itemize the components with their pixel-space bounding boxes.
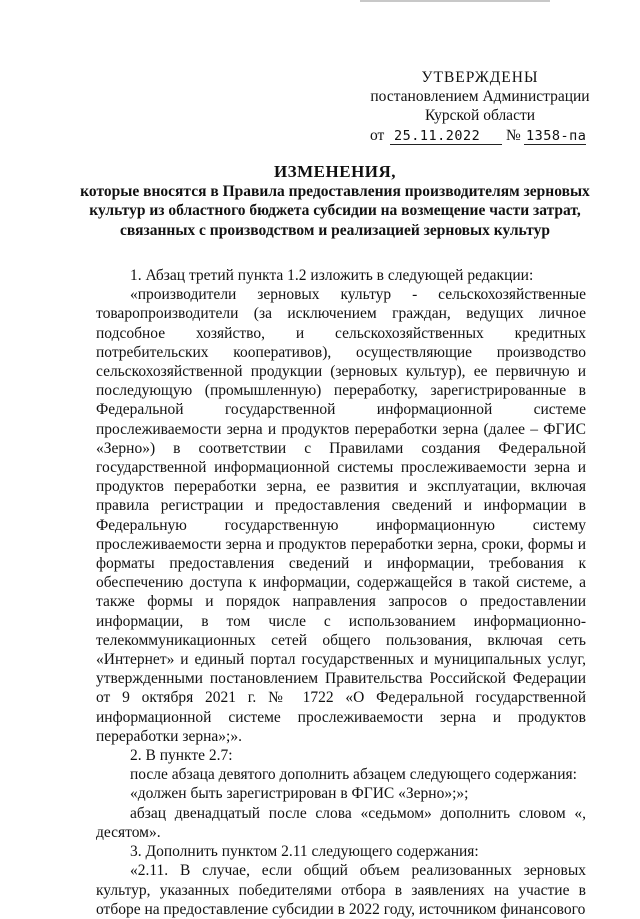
approval-region-line: Курской области: [424, 107, 536, 124]
approval-number: 1358-па: [526, 128, 587, 144]
date-prefix: от: [370, 127, 385, 144]
paragraph: абзац двенадцатый после слова «седьмом» дополнить словом «, десятом».: [96, 804, 586, 841]
paragraph: «2.11. В случае, если общий объем реализованных зерновых культур, указанных победителями отбора в заявлениях на участие в отборе на предоставление субсидии в 2022 году, источником финансового: [96, 862, 586, 918]
approval-date: 25.11.2022: [394, 128, 481, 144]
paragraph: 2. В пункте 2.7:: [130, 747, 233, 765]
document-title-block: [80, 162, 590, 240]
document-subtitle: которые вносятся в Правила предоставления производителям зерновых культур из областного бюджета субсидии на возмещение части затрат, связанных с производством и реализацией зерновых культур: [80, 182, 590, 239]
number-underline: [524, 144, 586, 145]
paragraph: «производители зерновых культур - сельскохозяйственные товаропроизводители (за исключением граждан, ведущих личное подсобное хозяйство, и сельскохозяйственных кредитных потребительских кооперативов), осуществляющие производство сельскохозяйственной продукции (зерновых культур), ее первичную и последующую (промышленную) переработку, зарегистрированные в Федеральной государственной информационной системе прослеживаемости зерна и продуктов переработки зерна (далее – ФГИС «Зерно») в соответствии с Правилами создания Федеральной государственной информационной системы прослеживаемости зерна и продуктов переработки зерна, ее развития и эксплуатации, включая правила регистрации и предоставления сведений и информации в Федеральную государственную информационную систему прослеживаемости зерна и продуктов переработки зерна, сроки, формы и форматы предоставления сведений и информации, требования к обеспечению доступа к информации, содержащейся в такой системе, а также формы и порядок направления запросов о предоставлении информации, в том числе с использованием информационно-телекоммуникационных сетей общего пользования, включая сеть «Интернет» и единый портал государственных и муниципальных услуг, утвержденными постановлением Правительства Российской Федерации от 9 октября 2021 г. № 1722 «О Федеральной государственной информационной системе прослеживаемости зерна и продуктов переработки зерна»;».: [96, 286, 586, 745]
approval-date-line: [360, 126, 600, 145]
paragraph: «должен быть зарегистрирован в ФГИС «Зерно»;»;: [130, 785, 469, 803]
scan-edge-mark: [360, 0, 550, 2]
date-underline: [390, 144, 502, 145]
paragraph: 1. Абзац третий пункта 1.2 изложить в следующей редакции:: [130, 267, 534, 284]
document-title: ИЗМЕНЕНИЯ,: [273, 162, 397, 181]
approval-stamp-block: [360, 68, 600, 145]
document-body: [96, 266, 586, 919]
paragraph: 3. Дополнить пунктом 2.11 следующего содержания:: [130, 843, 479, 861]
approval-resolution-line: постановлением Администрации: [370, 88, 590, 105]
paragraph: после абзаца девятого дополнить абзацем следующего содержания:: [130, 766, 577, 784]
approved-heading: УТВЕРЖДЕНЫ: [421, 69, 539, 86]
number-prefix: №: [506, 127, 521, 144]
